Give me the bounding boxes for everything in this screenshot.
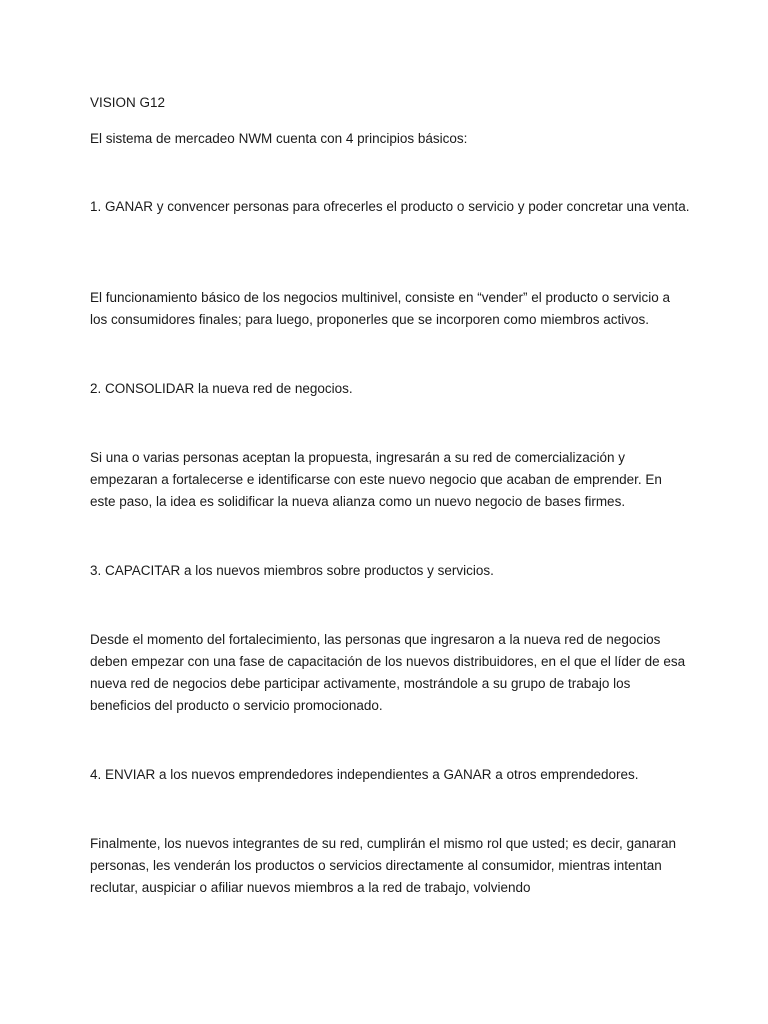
intro-paragraph: El sistema de mercadeo NWM cuenta con 4 principios básicos: — [90, 131, 468, 146]
document-title: VISION G12 — [90, 95, 166, 110]
principle-3-paragraph: Desde el momento del fortalecimiento, las personas que ingresaron a la nueva red de negocios deben empezar con una fase de capacitación de los nuevos distribuidores, en el que el líder de esa nueva red de negocios debe participar activamente, mostrándole a su grupo de trabajo los beneficios del producto o servicio promocionado. — [90, 632, 686, 713]
principle-2-paragraph: Si una o varias personas aceptan la propuesta, ingresarán a su red de comercialización y empezaran a fortalecerse e identificarse con este nuevo negocio que acaban de emprender. En este paso, la idea es solidificar la nueva alianza como un nuevo negocio de bases firmes. — [90, 450, 662, 509]
principle-2-heading: 2. CONSOLIDAR la nueva red de negocios. — [90, 381, 353, 396]
principle-1-heading: 1. GANAR y convencer personas para ofrecerles el producto o servicio y poder concretar una venta. — [90, 199, 690, 214]
principle-1-paragraph: El funcionamiento básico de los negocios multinivel, consiste en “vender” el producto o servicio a los consumidores finales; para luego, proponerles que se incorporen como miembros activos. — [90, 290, 671, 327]
principle-3-heading: 3. CAPACITAR a los nuevos miembros sobre productos y servicios. — [90, 563, 494, 578]
principle-4-paragraph: Finalmente, los nuevos integrantes de su red, cumplirán el mismo rol que usted; es decir, ganaran personas, les venderán los productos o servicios directamente al consumidor, mientras intentan reclutar, auspiciar o afiliar nuevos miembros a la red de trabajo, volviendo — [90, 836, 677, 895]
principle-4-heading: 4. ENVIAR a los nuevos emprendedores independientes a GANAR a otros emprendedores. — [90, 767, 639, 782]
